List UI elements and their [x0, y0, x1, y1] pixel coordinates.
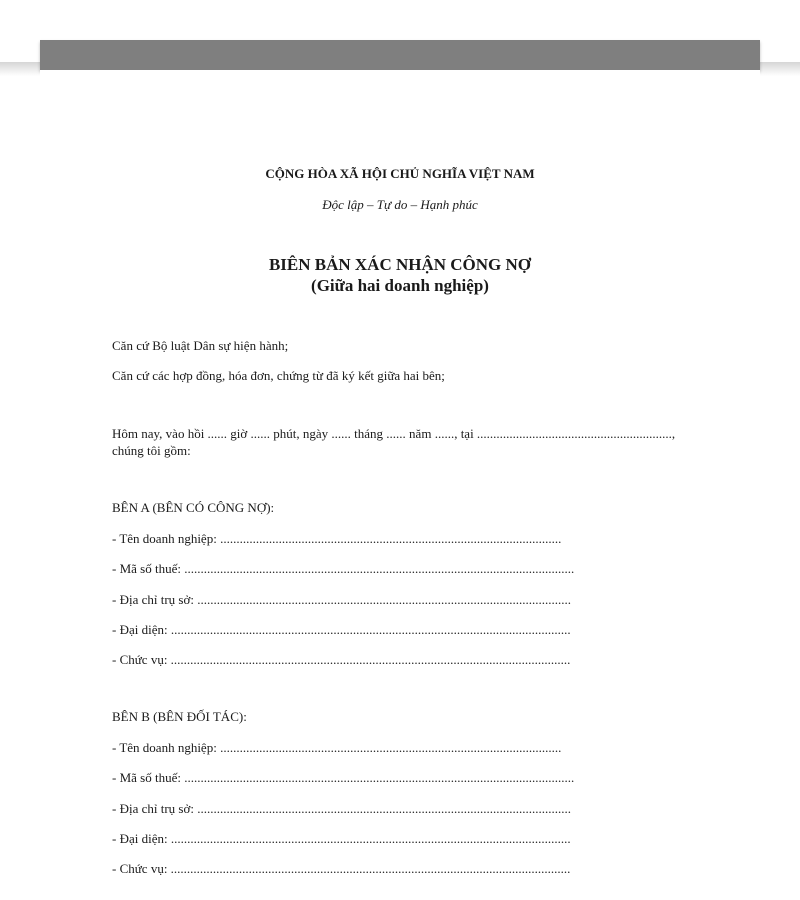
party-b-heading: BÊN B (BÊN ĐỐI TÁC): — [112, 709, 247, 724]
party-a-representative: - Đại diện: ........................................................................................................................... — [112, 622, 571, 637]
legal-basis-2: Căn cứ các hợp đồng, hóa đơn, chứng từ đã ký kết giữa hai bên; — [112, 368, 445, 383]
party-b-position: - Chức vụ: ........................................................................................................................... — [112, 861, 571, 876]
party-a-company-name: - Tên doanh nghiệp: ......................................................................................................... — [112, 531, 562, 546]
document-title: BIÊN BẢN XÁC NHẬN CÔNG NỢ — [268, 255, 532, 274]
page-header-bar — [40, 40, 760, 70]
party-b-representative: - Đại diện: ........................................................................................................................... — [112, 831, 571, 846]
party-a-heading: BÊN A (BÊN CÓ CÔNG NỢ): — [112, 500, 275, 515]
party-b-tax-code: - Mã số thuế: ........................................................................................................................ — [112, 770, 575, 785]
party-a-address: - Địa chỉ trụ sở: ................................................................................................................... — [112, 592, 571, 607]
party-a-position: - Chức vụ: ........................................................................................................................... — [112, 652, 571, 667]
party-b-address: - Địa chỉ trụ sở: ................................................................................................................... — [112, 801, 571, 816]
national-title: CỘNG HÒA XÃ HỘI CHỦ NGHĨA VIỆT NAM — [265, 166, 535, 181]
legal-basis-1: Căn cứ Bộ luật Dân sự hiện hành; — [112, 338, 289, 353]
document-page — [40, 70, 760, 900]
party-a-tax-code: - Mã số thuế: ........................................................................................................................ — [112, 561, 575, 576]
document-subtitle: (Giữa hai doanh nghiệp) — [311, 276, 489, 295]
party-b-company-name: - Tên doanh nghiệp: ......................................................................................................... — [112, 740, 562, 755]
motto: Độc lập – Tự do – Hạnh phúc — [322, 197, 478, 212]
intro-line-2: chúng tôi gồm: — [112, 443, 191, 458]
intro-line-1: Hôm nay, vào hồi ...... giờ ...... phút, ngày ...... tháng ...... năm ......, tại ............................................................, — [112, 426, 676, 441]
